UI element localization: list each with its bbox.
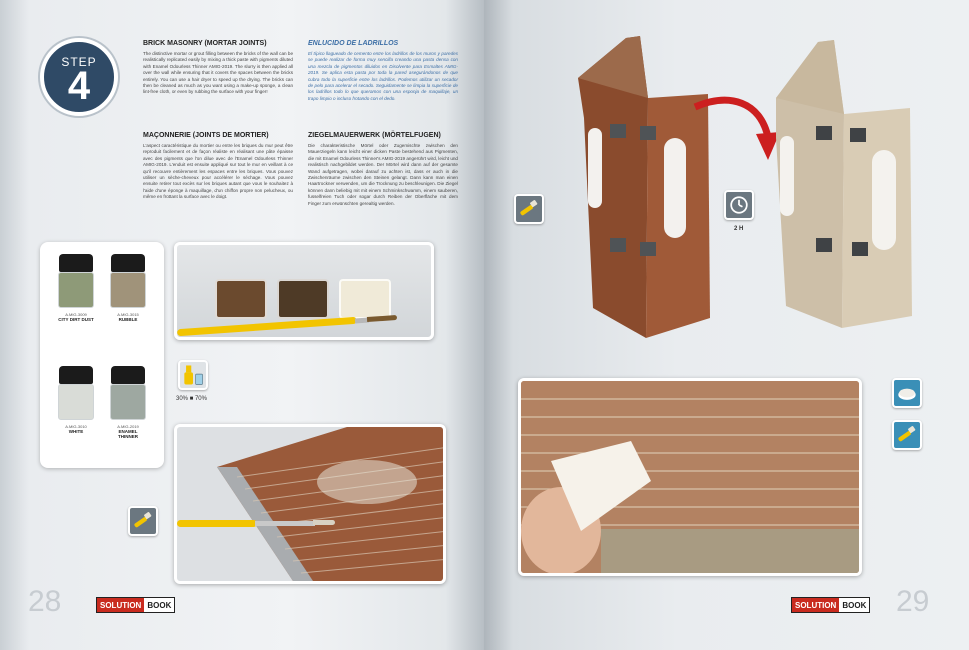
- text-spanish: [308, 40, 458, 102]
- jar-cap: [111, 254, 145, 272]
- logo-part-book: BOOK: [144, 598, 174, 612]
- brick-wall-closeup: [521, 381, 862, 576]
- title-spanish: ENLUCIDO DE LADRILLOS: [308, 40, 399, 47]
- brush-handle: [177, 317, 357, 337]
- product-code: A.MIG-3009: [65, 312, 87, 317]
- photo-applying-paste: [174, 424, 446, 584]
- step-badge: [40, 38, 118, 116]
- tower-model-before: [548, 28, 728, 358]
- brick-wall-section: [177, 427, 446, 584]
- text-english: [143, 40, 293, 96]
- brush-ferrule: [255, 521, 315, 526]
- ratio-label: 30% ■ 70%: [176, 396, 207, 402]
- text-german: [308, 132, 458, 207]
- logo-part-book: BOOK: [839, 598, 869, 612]
- product-jar: [108, 366, 148, 439]
- body-english: The distinctive mortar or grout filling between the bricks of the wall can be realistically replicated easily by mixing a thick paste with pigments diluted with Enamel Odourless Thinner AMIG-2019. The slurry is then applied all over the wall while ensuring that it covers the spaces between the bricks entirely. You can use a hair dryer to speed up the drying. The bricks can then be cleaned as much as you want using a make-up sponge, a clean lint-free cloth, or even by rubbing the surface with your finger!: [143, 51, 293, 95]
- solution-book-logo: [96, 597, 175, 613]
- title-english: BRICK MASONRY (MORTAR JOINTS): [143, 40, 267, 47]
- jar-label: [58, 272, 94, 308]
- photo-pigment-mixing: [174, 242, 434, 340]
- jar-label: [58, 384, 94, 420]
- body-spanish: El típico llagueado de cemento entre los ladrillos de los muros y paredes se puede realizar de forma muy sencilla creando una pasta densa con una mezcla de pigmentos diluidos en Disolvente para Esmaltes AMIG-2019. Se aplica esta pasta por toda la pared asegurándonos de que cubra todo la superficie entre los ladrillos. Podemos utilizar un secador de pelo para acelerar el secado. Seguidamente se limpia la superficie de los ladrillos todo lo que queramos con una esponja de maquillaje, un trapo limpio o incluso frotando con el dedo.: [308, 51, 458, 101]
- brush-handle: [177, 520, 257, 527]
- brush-tip: [313, 520, 335, 525]
- wipe-brush-icon: [892, 420, 922, 450]
- left-page: [0, 0, 484, 650]
- page-number-right: 29: [896, 585, 930, 618]
- page-number-left: 28: [28, 585, 62, 618]
- dropper-bottle-icon: [178, 360, 208, 390]
- product-name: ENAMEL THINNER: [118, 429, 138, 439]
- brush-icon: [514, 194, 544, 224]
- product-name: WHITE: [68, 429, 84, 434]
- brush-tip: [367, 315, 397, 322]
- cup-thinner: [339, 279, 391, 319]
- sponge-icon: [892, 378, 922, 408]
- cup-pigment-dark: [215, 279, 267, 319]
- clock-icon: [724, 190, 754, 220]
- product-jar: [56, 366, 96, 434]
- step-word: STEP: [61, 55, 97, 69]
- product-code: A.MIG-3015: [117, 312, 139, 317]
- product-name: CITY DIRT DUST: [58, 317, 94, 322]
- solution-book-logo-right: [791, 597, 870, 613]
- body-german: Die charakteristische Mörtel oder Zugemischte zwischen den Mauerziegeln kann leicht einer dicken Paste bestehend aus Pigmenten, die mit Enamel Odourless Thinner's AMIG-2019 angerührt wird, leicht und realistisch nachgebildet werden. Der Mörtel wird dann auf der gesamte Wand aufgetragen, wobei darauf zu achten ist, dass er auch in die Zwischenräume zwischen den Steinen gelangt. Dann kann man einen Haartrockner verwenden, um die Trocknung zu beschleunigen. Die Ziegel können dann beliebig mit mit einem Schminkschwamm, einem sauberen, fusselfreien Tuch oder sogar durch Reiben der Oberfläche mit dem Finger zum erwünschten gerealtig werden.: [308, 143, 458, 206]
- jar-label: [110, 384, 146, 420]
- text-french: [143, 132, 293, 201]
- logo-part-solution: SOLUTION: [97, 598, 144, 612]
- product-name: RUBBLE: [118, 317, 138, 322]
- product-code: A.MIG-2019: [117, 424, 139, 429]
- dry-time-label: 2 H: [734, 226, 744, 232]
- body-french: L'aspect caractéristique du mortier ou entre les briques du mur peut être reproduit facilement et de façon réaliste en réalisant une pâte épaisse avec des pigments que l'on dilue avec de l'Enamel Odourless Thinner AMIG-2019. L'enduit est ensuite appliqué sur tout le mur en veillant à ce qu'il recouvre entièrement les espaces entre les briques. Vous pouvez utiliser un sèche-cheveux pour accélérer le séchage. Vous pouvez ensuite retirer tout excès sur les briques autant que vous le souhaitez à l'aide d'une éponge à maquillage, d'un chiffon propre non pelucheux, ou même en frottant la surface avec le doigt.: [143, 143, 293, 200]
- title-german: ZIEGELMAUERWERK (MÖRTELFUGEN): [308, 132, 441, 139]
- jar-cap: [59, 366, 93, 384]
- photo-sponge-cleaning: [518, 378, 862, 576]
- logo-part-solution: SOLUTION: [792, 598, 839, 612]
- products-panel: [40, 242, 164, 468]
- tower-model-after: [760, 28, 940, 348]
- product-jar: [108, 254, 148, 322]
- product-jar: [56, 254, 96, 322]
- jar-label: [110, 272, 146, 308]
- product-code: A.MIG-3010: [65, 424, 87, 429]
- step-number: 4: [67, 64, 91, 108]
- jar-cap: [111, 366, 145, 384]
- cup-pigment-brown: [277, 279, 329, 319]
- title-french: MAÇONNERIE (JOINTS DE MORTIER): [143, 132, 269, 139]
- jar-cap: [59, 254, 93, 272]
- brush-icon: [128, 506, 158, 536]
